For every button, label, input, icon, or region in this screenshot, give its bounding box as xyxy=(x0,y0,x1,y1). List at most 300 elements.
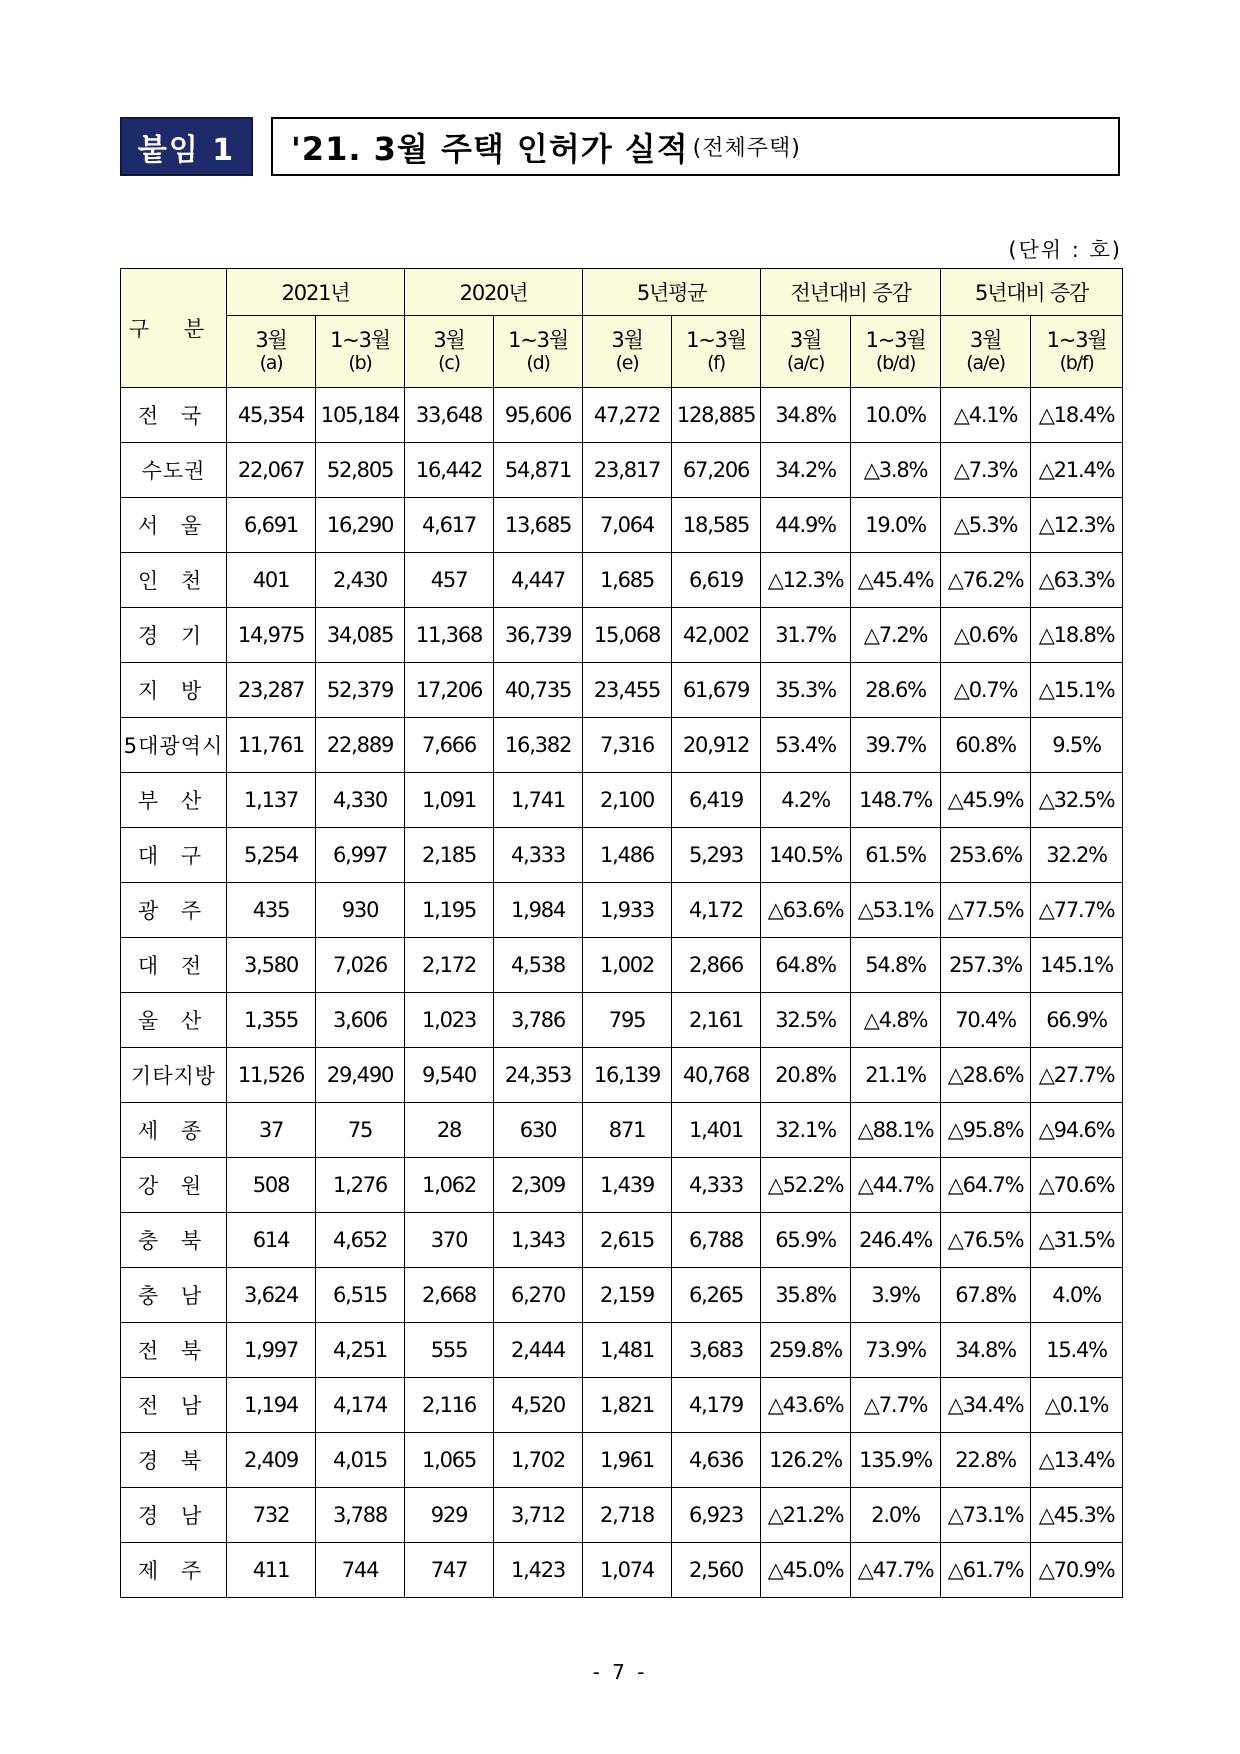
value-cell: 145.1% xyxy=(1031,938,1123,993)
value-cell: 6,270 xyxy=(494,1268,583,1323)
value-cell: 7,064 xyxy=(583,498,672,553)
subcol-code: (b/d) xyxy=(875,351,916,374)
value-cell: 3,606 xyxy=(316,993,405,1048)
value-cell: △95.8% xyxy=(941,1103,1031,1158)
value-cell: △63.6% xyxy=(761,883,851,938)
value-cell: 1,997 xyxy=(227,1323,316,1378)
region-cell: 인 천 xyxy=(121,553,227,608)
table-row xyxy=(121,1543,1123,1598)
value-cell: 67,206 xyxy=(672,443,761,498)
value-cell: 4,251 xyxy=(316,1323,405,1378)
subcol-header xyxy=(583,316,672,388)
value-cell: 11,368 xyxy=(405,608,494,663)
value-cell: 1,065 xyxy=(405,1433,494,1488)
value-cell: 411 xyxy=(227,1543,316,1598)
value-cell: 2,560 xyxy=(672,1543,761,1598)
value-cell: △76.2% xyxy=(941,553,1031,608)
value-cell: 744 xyxy=(316,1543,405,1598)
value-cell: 508 xyxy=(227,1158,316,1213)
value-cell: △76.5% xyxy=(941,1213,1031,1268)
value-cell: 4,538 xyxy=(494,938,583,993)
region-cell: 5대광역시 xyxy=(121,718,227,773)
value-cell: 31.7% xyxy=(761,608,851,663)
subcol-period: 3월 xyxy=(433,327,465,352)
value-cell: 6,265 xyxy=(672,1268,761,1323)
table-row xyxy=(121,828,1123,883)
value-cell: 1,023 xyxy=(405,993,494,1048)
group-header: 5년대비 증감 xyxy=(941,269,1123,316)
corner-header: 구 분 xyxy=(121,269,227,388)
value-cell: 1,821 xyxy=(583,1378,672,1433)
value-cell: 19.0% xyxy=(851,498,941,553)
table-row xyxy=(121,938,1123,993)
value-cell: 53.4% xyxy=(761,718,851,773)
value-cell: 2,161 xyxy=(672,993,761,1048)
value-cell: 1,276 xyxy=(316,1158,405,1213)
subcol-code: (e) xyxy=(615,351,639,374)
value-cell: 1,984 xyxy=(494,883,583,938)
value-cell: 11,526 xyxy=(227,1048,316,1103)
value-cell: 6,691 xyxy=(227,498,316,553)
value-cell: 1,194 xyxy=(227,1378,316,1433)
value-cell: △28.6% xyxy=(941,1048,1031,1103)
subcol-header xyxy=(851,316,941,388)
subcol-header xyxy=(1031,316,1123,388)
value-cell: 9.5% xyxy=(1031,718,1123,773)
value-cell: 39.7% xyxy=(851,718,941,773)
value-cell: 61.5% xyxy=(851,828,941,883)
value-cell: 1,343 xyxy=(494,1213,583,1268)
value-cell: 3,786 xyxy=(494,993,583,1048)
value-cell: 6,923 xyxy=(672,1488,761,1543)
value-cell: 2,866 xyxy=(672,938,761,993)
header-row-subcols xyxy=(121,316,1123,388)
value-cell: △45.4% xyxy=(851,553,941,608)
value-cell: △7.7% xyxy=(851,1378,941,1433)
value-cell: 1,439 xyxy=(583,1158,672,1213)
region-cell: 대 구 xyxy=(121,828,227,883)
value-cell: 10.0% xyxy=(851,388,941,443)
value-cell: △3.8% xyxy=(851,443,941,498)
value-cell: 253.6% xyxy=(941,828,1031,883)
value-cell: 66.9% xyxy=(1031,993,1123,1048)
header-row-groups xyxy=(121,269,1123,316)
value-cell: 42,002 xyxy=(672,608,761,663)
table-row xyxy=(121,1103,1123,1158)
unit-label: (단위 : 호) xyxy=(1008,238,1122,262)
value-cell: 2,668 xyxy=(405,1268,494,1323)
table-row xyxy=(121,388,1123,443)
value-cell: △77.5% xyxy=(941,883,1031,938)
table-row xyxy=(121,1048,1123,1103)
value-cell: 32.5% xyxy=(761,993,851,1048)
value-cell: 52,805 xyxy=(316,443,405,498)
subcol-period: 1~3월 xyxy=(865,327,926,352)
value-cell: △12.3% xyxy=(1031,498,1123,553)
value-cell: 35.3% xyxy=(761,663,851,718)
region-cell: 광 주 xyxy=(121,883,227,938)
region-cell: 울 산 xyxy=(121,993,227,1048)
value-cell: 1,002 xyxy=(583,938,672,993)
value-cell: △21.4% xyxy=(1031,443,1123,498)
value-cell: △73.1% xyxy=(941,1488,1031,1543)
region-cell: 전 북 xyxy=(121,1323,227,1378)
value-cell: 54,871 xyxy=(494,443,583,498)
value-cell: △34.4% xyxy=(941,1378,1031,1433)
value-cell: 259.8% xyxy=(761,1323,851,1378)
table-row xyxy=(121,1323,1123,1378)
value-cell: 3,712 xyxy=(494,1488,583,1543)
subcol-period: 3월 xyxy=(255,327,287,352)
value-cell: 4,520 xyxy=(494,1378,583,1433)
table-row xyxy=(121,1433,1123,1488)
value-cell: 1,961 xyxy=(583,1433,672,1488)
value-cell: 20,912 xyxy=(672,718,761,773)
table-row xyxy=(121,498,1123,553)
value-cell: 6,419 xyxy=(672,773,761,828)
housing-permit-table xyxy=(120,268,1123,1598)
value-cell: △45.9% xyxy=(941,773,1031,828)
value-cell: 4.0% xyxy=(1031,1268,1123,1323)
value-cell: 13,685 xyxy=(494,498,583,553)
value-cell: 140.5% xyxy=(761,828,851,883)
value-cell: 34.2% xyxy=(761,443,851,498)
value-cell: 70.4% xyxy=(941,993,1031,1048)
region-cell: 기타지방 xyxy=(121,1048,227,1103)
value-cell: 4.2% xyxy=(761,773,851,828)
value-cell: △43.6% xyxy=(761,1378,851,1433)
value-cell: 1,702 xyxy=(494,1433,583,1488)
subcol-period: 3월 xyxy=(969,327,1002,352)
value-cell: 871 xyxy=(583,1103,672,1158)
subcol-code: (c) xyxy=(438,351,460,374)
subcol-header xyxy=(227,316,316,388)
value-cell: 37 xyxy=(227,1103,316,1158)
region-cell: 서 울 xyxy=(121,498,227,553)
value-cell: 1,933 xyxy=(583,883,672,938)
table-row xyxy=(121,1268,1123,1323)
value-cell: 2,172 xyxy=(405,938,494,993)
subcol-header xyxy=(672,316,761,388)
value-cell: △18.4% xyxy=(1031,388,1123,443)
value-cell: 23,817 xyxy=(583,443,672,498)
value-cell: 4,652 xyxy=(316,1213,405,1268)
value-cell: 17,206 xyxy=(405,663,494,718)
value-cell: 246.4% xyxy=(851,1213,941,1268)
region-cell: 경 기 xyxy=(121,608,227,663)
value-cell: 5,293 xyxy=(672,828,761,883)
value-cell: 16,290 xyxy=(316,498,405,553)
value-cell: 2,718 xyxy=(583,1488,672,1543)
subcol-code: (a) xyxy=(259,351,283,374)
table-row xyxy=(121,993,1123,1048)
value-cell: △88.1% xyxy=(851,1103,941,1158)
value-cell: 33,648 xyxy=(405,388,494,443)
value-cell: 6,619 xyxy=(672,553,761,608)
value-cell: 6,515 xyxy=(316,1268,405,1323)
value-cell: 614 xyxy=(227,1213,316,1268)
region-cell: 충 남 xyxy=(121,1268,227,1323)
value-cell: 4,330 xyxy=(316,773,405,828)
value-cell: 732 xyxy=(227,1488,316,1543)
region-cell: 경 북 xyxy=(121,1433,227,1488)
subcol-code: (a/e) xyxy=(966,351,1005,374)
title-box xyxy=(271,117,1120,176)
group-header: 2021년 xyxy=(227,269,405,316)
value-cell: 61,679 xyxy=(672,663,761,718)
subcol-period: 1~3월 xyxy=(686,327,746,352)
region-cell: 경 남 xyxy=(121,1488,227,1543)
value-cell: 9,540 xyxy=(405,1048,494,1103)
value-cell: 32.1% xyxy=(761,1103,851,1158)
value-cell: 747 xyxy=(405,1543,494,1598)
value-cell: 11,761 xyxy=(227,718,316,773)
region-cell: 제 주 xyxy=(121,1543,227,1598)
region-cell: 전 국 xyxy=(121,388,227,443)
value-cell: 40,768 xyxy=(672,1048,761,1103)
value-cell: 4,333 xyxy=(494,828,583,883)
value-cell: 65.9% xyxy=(761,1213,851,1268)
value-cell: △31.5% xyxy=(1031,1213,1123,1268)
value-cell: 32.2% xyxy=(1031,828,1123,883)
subcol-code: (b/f) xyxy=(1059,351,1094,374)
value-cell: 1,741 xyxy=(494,773,583,828)
subcol-header xyxy=(494,316,583,388)
subcol-code: (f) xyxy=(707,351,725,374)
value-cell: 34,085 xyxy=(316,608,405,663)
attachment-badge-label: 붙임 1 xyxy=(137,132,236,168)
value-cell: 16,139 xyxy=(583,1048,672,1103)
value-cell: 401 xyxy=(227,553,316,608)
subcol-header xyxy=(761,316,851,388)
subcol-header xyxy=(316,316,405,388)
value-cell: 2,444 xyxy=(494,1323,583,1378)
value-cell: 795 xyxy=(583,993,672,1048)
value-cell: 60.8% xyxy=(941,718,1031,773)
value-cell: 1,486 xyxy=(583,828,672,883)
value-cell: △0.6% xyxy=(941,608,1031,663)
value-cell: 67.8% xyxy=(941,1268,1031,1323)
value-cell: 1,685 xyxy=(583,553,672,608)
table-row xyxy=(121,773,1123,828)
value-cell: △18.8% xyxy=(1031,608,1123,663)
group-header: 전년대비 증감 xyxy=(761,269,941,316)
value-cell: 24,353 xyxy=(494,1048,583,1103)
table-row xyxy=(121,553,1123,608)
value-cell: 73.9% xyxy=(851,1323,941,1378)
value-cell: △32.5% xyxy=(1031,773,1123,828)
value-cell: 21.1% xyxy=(851,1048,941,1103)
region-cell: 대 전 xyxy=(121,938,227,993)
value-cell: 2,116 xyxy=(405,1378,494,1433)
value-cell: 14,975 xyxy=(227,608,316,663)
value-cell: △27.7% xyxy=(1031,1048,1123,1103)
value-cell: △70.9% xyxy=(1031,1543,1123,1598)
table-row xyxy=(121,608,1123,663)
subcol-period: 3월 xyxy=(789,327,822,352)
value-cell: 18,585 xyxy=(672,498,761,553)
table-row xyxy=(121,663,1123,718)
subcol-period: 1~3월 xyxy=(508,327,568,352)
value-cell: 28 xyxy=(405,1103,494,1158)
value-cell: 435 xyxy=(227,883,316,938)
value-cell: 22,067 xyxy=(227,443,316,498)
value-cell: 4,015 xyxy=(316,1433,405,1488)
value-cell: 1,481 xyxy=(583,1323,672,1378)
value-cell: 5,254 xyxy=(227,828,316,883)
value-cell: 4,179 xyxy=(672,1378,761,1433)
value-cell: 22.8% xyxy=(941,1433,1031,1488)
group-header: 5년평균 xyxy=(583,269,761,316)
value-cell: △12.3% xyxy=(761,553,851,608)
value-cell: 16,382 xyxy=(494,718,583,773)
value-cell: △7.3% xyxy=(941,443,1031,498)
value-cell: 34.8% xyxy=(941,1323,1031,1378)
value-cell: △4.1% xyxy=(941,388,1031,443)
table-row xyxy=(121,1488,1123,1543)
value-cell: 3,683 xyxy=(672,1323,761,1378)
value-cell: △77.7% xyxy=(1031,883,1123,938)
value-cell: 15.4% xyxy=(1031,1323,1123,1378)
subcol-code: (b) xyxy=(348,351,372,374)
table-body xyxy=(121,388,1123,1598)
value-cell: 1,062 xyxy=(405,1158,494,1213)
value-cell: 1,074 xyxy=(583,1543,672,1598)
value-cell: △45.3% xyxy=(1031,1488,1123,1543)
value-cell: 555 xyxy=(405,1323,494,1378)
value-cell: 930 xyxy=(316,883,405,938)
value-cell: △15.1% xyxy=(1031,663,1123,718)
value-cell: 2,430 xyxy=(316,553,405,608)
value-cell: △94.6% xyxy=(1031,1103,1123,1158)
value-cell: △21.2% xyxy=(761,1488,851,1543)
value-cell: 28.6% xyxy=(851,663,941,718)
value-cell: △13.4% xyxy=(1031,1433,1123,1488)
value-cell: 3.9% xyxy=(851,1268,941,1323)
subcol-header xyxy=(405,316,494,388)
value-cell: △47.7% xyxy=(851,1543,941,1598)
value-cell: 7,026 xyxy=(316,938,405,993)
table-row xyxy=(121,718,1123,773)
value-cell: 44.9% xyxy=(761,498,851,553)
page-number: - 7 - xyxy=(592,1660,648,1684)
value-cell: △63.3% xyxy=(1031,553,1123,608)
group-header: 2020년 xyxy=(405,269,583,316)
value-cell: 40,735 xyxy=(494,663,583,718)
value-cell: 929 xyxy=(405,1488,494,1543)
value-cell: 75 xyxy=(316,1103,405,1158)
value-cell: 1,195 xyxy=(405,883,494,938)
value-cell: △61.7% xyxy=(941,1543,1031,1598)
value-cell: △5.3% xyxy=(941,498,1031,553)
value-cell: 1,401 xyxy=(672,1103,761,1158)
value-cell: 36,739 xyxy=(494,608,583,663)
value-cell: 6,788 xyxy=(672,1213,761,1268)
value-cell: △0.7% xyxy=(941,663,1031,718)
value-cell: △44.7% xyxy=(851,1158,941,1213)
value-cell: △45.0% xyxy=(761,1543,851,1598)
value-cell: 2,100 xyxy=(583,773,672,828)
value-cell: 1,423 xyxy=(494,1543,583,1598)
value-cell: 457 xyxy=(405,553,494,608)
value-cell: 4,174 xyxy=(316,1378,405,1433)
table-row xyxy=(121,1213,1123,1268)
table-row xyxy=(121,1378,1123,1433)
page-subtitle: (전체주택) xyxy=(692,136,801,161)
page-title: '21. 3월 주택 인허가 실적 xyxy=(291,129,689,168)
subcol-period: 1~3월 xyxy=(330,327,390,352)
region-cell: 부 산 xyxy=(121,773,227,828)
value-cell: 148.7% xyxy=(851,773,941,828)
value-cell: 257.3% xyxy=(941,938,1031,993)
table-row xyxy=(121,883,1123,938)
value-cell: 3,788 xyxy=(316,1488,405,1543)
value-cell: 3,624 xyxy=(227,1268,316,1323)
value-cell: 128,885 xyxy=(672,388,761,443)
region-cell: 지 방 xyxy=(121,663,227,718)
value-cell: 22,889 xyxy=(316,718,405,773)
value-cell: 1,137 xyxy=(227,773,316,828)
value-cell: 135.9% xyxy=(851,1433,941,1488)
value-cell: 2,185 xyxy=(405,828,494,883)
value-cell: 3,580 xyxy=(227,938,316,993)
value-cell: 4,172 xyxy=(672,883,761,938)
value-cell: 4,636 xyxy=(672,1433,761,1488)
value-cell: 126.2% xyxy=(761,1433,851,1488)
subcol-period: 1~3월 xyxy=(1046,327,1107,352)
value-cell: 7,666 xyxy=(405,718,494,773)
value-cell: 45,354 xyxy=(227,388,316,443)
value-cell: 1,355 xyxy=(227,993,316,1048)
region-cell: 전 남 xyxy=(121,1378,227,1433)
subcol-period: 3월 xyxy=(611,327,643,352)
value-cell: 2,159 xyxy=(583,1268,672,1323)
value-cell: 64.8% xyxy=(761,938,851,993)
value-cell: 4,617 xyxy=(405,498,494,553)
subcol-header xyxy=(941,316,1031,388)
value-cell: 35.8% xyxy=(761,1268,851,1323)
value-cell: 6,997 xyxy=(316,828,405,883)
value-cell: 2,309 xyxy=(494,1158,583,1213)
value-cell: 23,287 xyxy=(227,663,316,718)
value-cell: 47,272 xyxy=(583,388,672,443)
value-cell: 20.8% xyxy=(761,1048,851,1103)
value-cell: 630 xyxy=(494,1103,583,1158)
subcol-code: (d) xyxy=(526,351,550,374)
table-row xyxy=(121,443,1123,498)
table-row xyxy=(121,1158,1123,1213)
value-cell: 105,184 xyxy=(316,388,405,443)
value-cell: 2.0% xyxy=(851,1488,941,1543)
value-cell: 4,447 xyxy=(494,553,583,608)
value-cell: 16,442 xyxy=(405,443,494,498)
value-cell: 23,455 xyxy=(583,663,672,718)
value-cell: 29,490 xyxy=(316,1048,405,1103)
region-cell: 강 원 xyxy=(121,1158,227,1213)
region-cell: 충 북 xyxy=(121,1213,227,1268)
attachment-badge xyxy=(120,117,253,176)
value-cell: △52.2% xyxy=(761,1158,851,1213)
value-cell: △0.1% xyxy=(1031,1378,1123,1433)
region-cell: 수도권 xyxy=(121,443,227,498)
value-cell: 1,091 xyxy=(405,773,494,828)
value-cell: 2,409 xyxy=(227,1433,316,1488)
value-cell: 2,615 xyxy=(583,1213,672,1268)
value-cell: 4,333 xyxy=(672,1158,761,1213)
subcol-code: (a/c) xyxy=(786,351,825,374)
value-cell: 54.8% xyxy=(851,938,941,993)
value-cell: 52,379 xyxy=(316,663,405,718)
